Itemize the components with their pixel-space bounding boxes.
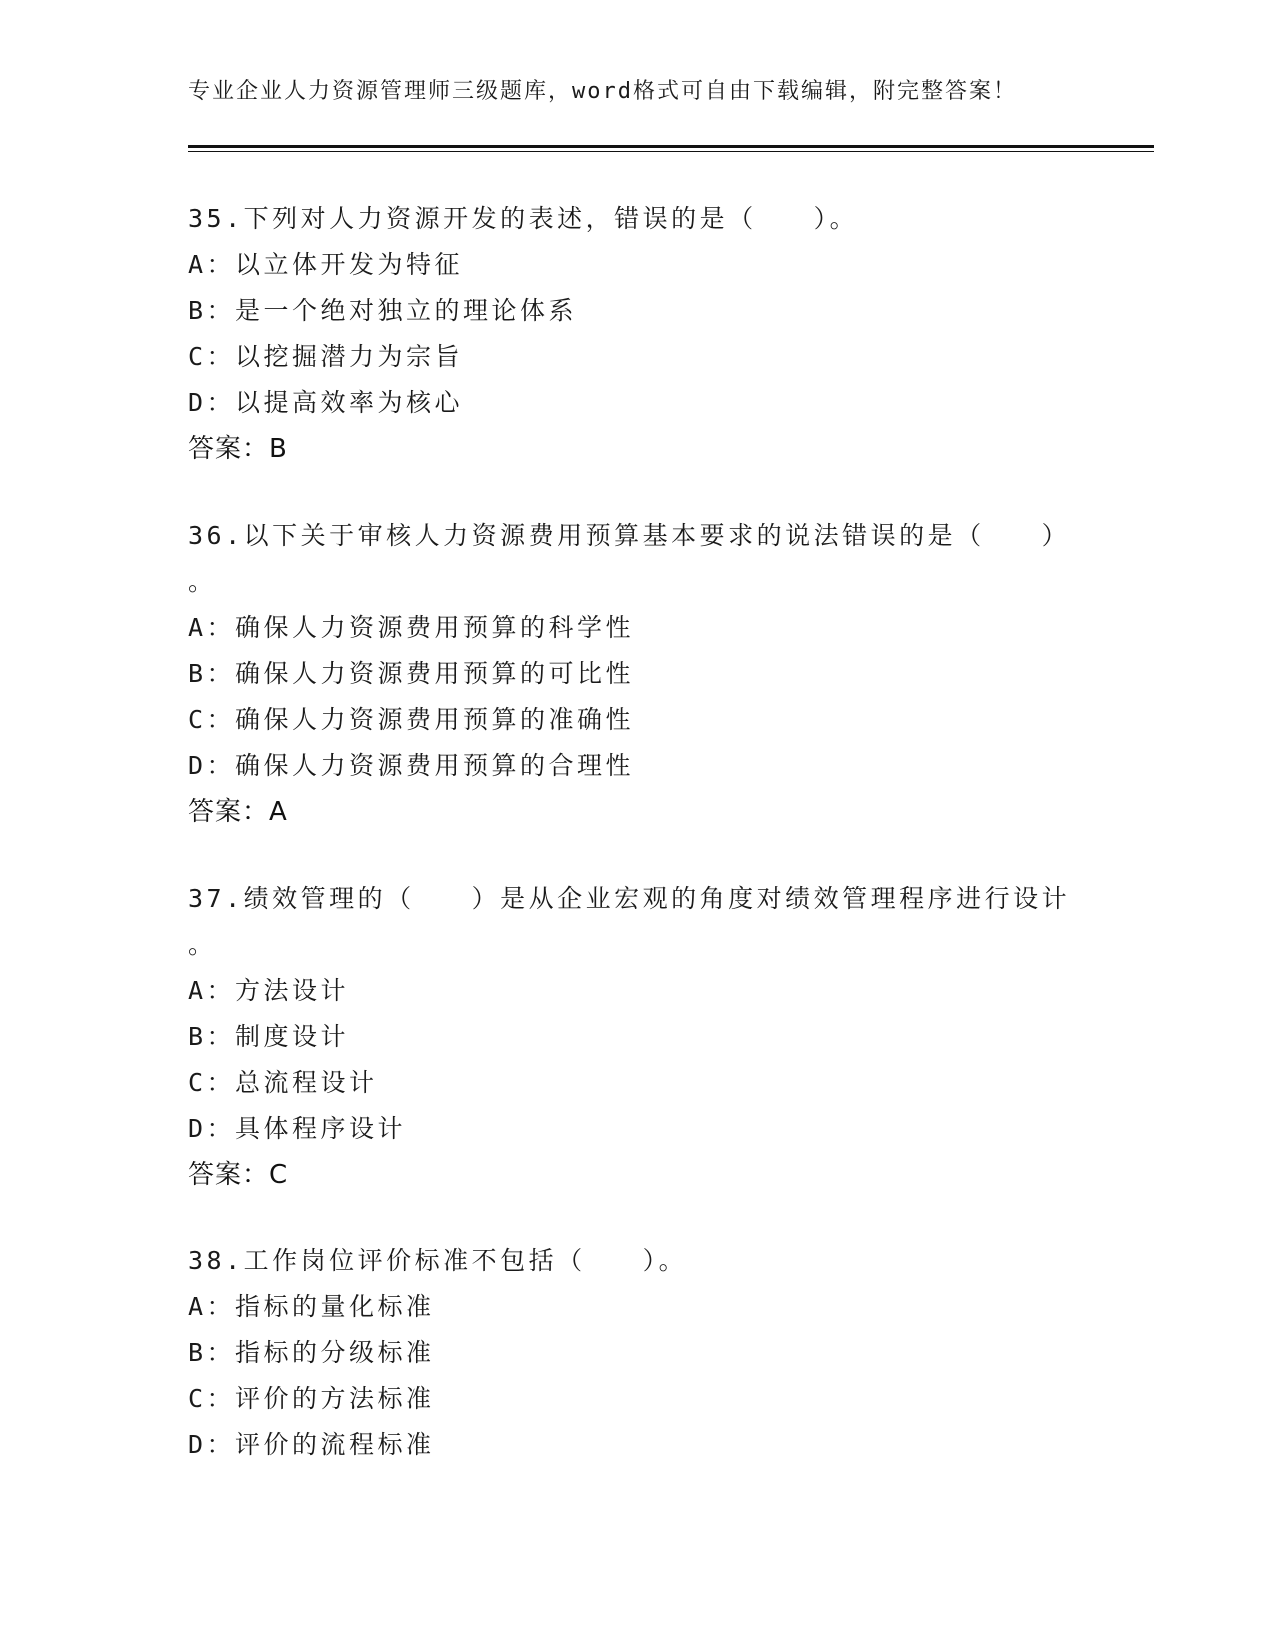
option-b: B：制度设计 [188, 1022, 350, 1051]
option-b: B：指标的分级标准 [188, 1338, 435, 1367]
option-a: A：指标的量化标准 [188, 1292, 435, 1321]
question-38 [188, 1238, 1088, 1468]
answer-label: 答案：A [188, 797, 288, 827]
option-c: C：以挖掘潜力为宗旨 [188, 342, 464, 371]
option-b: B：是一个绝对独立的理论体系 [188, 296, 578, 325]
question-stem: 35.下列对人力资源开发的表述，错误的是（ ）。 [188, 204, 859, 233]
question-stem: 37.绩效管理的（ ）是从企业宏观的角度对绩效管理程序进行设计 [188, 884, 1071, 913]
question-36 [188, 513, 1088, 835]
option-d: D：以提高效率为核心 [188, 388, 464, 417]
option-c: C：总流程设计 [188, 1068, 378, 1097]
answer-label: 答案：C [188, 1160, 289, 1190]
option-d: D：评价的流程标准 [188, 1430, 435, 1459]
header-rule-thick [188, 145, 1154, 148]
option-c: C：评价的方法标准 [188, 1384, 435, 1413]
option-a: A：确保人力资源费用预算的科学性 [188, 613, 635, 642]
option-a: A：方法设计 [188, 976, 350, 1005]
question-37 [188, 876, 1088, 1198]
question-35 [188, 196, 1088, 472]
answer-label: 答案：B [188, 434, 288, 464]
page-header: 专业企业人力资源管理师三级题库，word格式可自由下载编辑，附完整答案！ [188, 79, 1017, 104]
option-b: B：确保人力资源费用预算的可比性 [188, 659, 635, 688]
question-stem: 36.以下关于审核人力资源费用预算基本要求的说法错误的是（ ） [188, 521, 1071, 550]
option-a: A：以立体开发为特征 [188, 250, 464, 279]
question-stem-continuation: 。 [188, 930, 217, 959]
question-stem-continuation: 。 [188, 567, 217, 596]
question-stem: 38.工作岗位评价标准不包括（ ）。 [188, 1246, 688, 1275]
option-c: C：确保人力资源费用预算的准确性 [188, 705, 635, 734]
option-d: D：具体程序设计 [188, 1114, 407, 1143]
header-rule-thin [188, 151, 1154, 152]
option-d: D：确保人力资源费用预算的合理性 [188, 751, 635, 780]
